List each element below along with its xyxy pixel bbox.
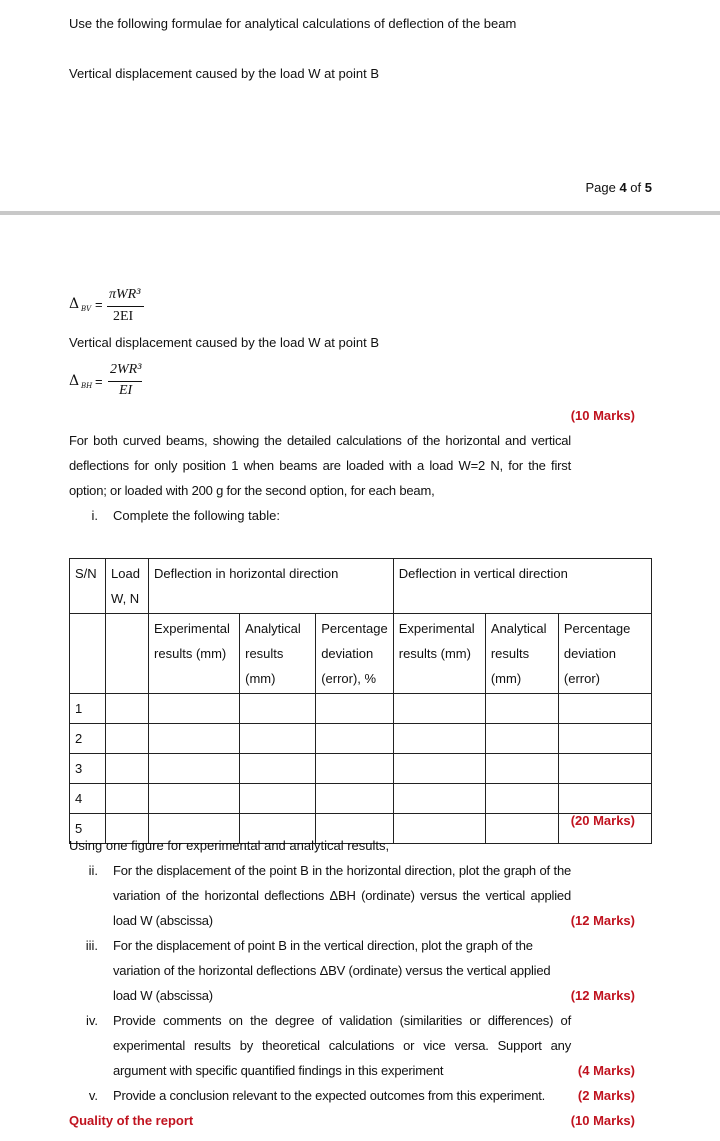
formula-2-numerator: 2WR³ [110, 362, 142, 377]
deflection-table [69, 558, 652, 844]
page-current: 4 [619, 180, 627, 195]
item-i-text: Complete the following table: [113, 508, 280, 523]
table-cell[interactable] [558, 694, 651, 724]
table-cell[interactable] [485, 694, 558, 724]
page-number [585, 180, 652, 195]
item-v-marks: (2 Marks) [577, 1088, 635, 1103]
vertical-caption-2: Vertical displacement caused by the load W at point B [69, 335, 380, 350]
row-sn: 3 [70, 754, 106, 784]
item-i-numeral: i. [91, 508, 98, 523]
table-cell[interactable] [393, 754, 485, 784]
formula-1-delta: Δ [69, 296, 80, 312]
table-cell[interactable] [240, 784, 316, 814]
table-cell[interactable] [106, 754, 149, 784]
row-sn: 5 [70, 814, 106, 844]
table-cell[interactable] [316, 754, 394, 784]
table-row [70, 754, 652, 784]
table-cell[interactable] [393, 814, 485, 844]
table-cell[interactable] [316, 784, 394, 814]
item-ii-marks: (12 Marks) [570, 913, 635, 928]
subheader-v-percentage: Percentage deviation (error) [558, 614, 651, 694]
table-cell[interactable] [149, 724, 240, 754]
item-ii-text: For the displacement of the point B in the horizontal direction, plot the graph of the variation of the horizontal deflections ΔBH (ordinate) versus the vertical applied load W (abscissa) [113, 863, 571, 928]
marks-10: (10 Marks) [570, 408, 635, 423]
subheader-h-percentage: Percentage deviation (error), % [316, 614, 394, 694]
item-iii-text: For the displacement of point B in the vertical direction, plot the graph of the variation of the horizontal deflections ΔBV (ordinate) versus the vertical applied load W (abscissa) [113, 938, 551, 1003]
table-cell[interactable] [149, 694, 240, 724]
row-sn: 1 [70, 694, 106, 724]
table-cell[interactable] [240, 724, 316, 754]
header-sn: S/N [70, 559, 106, 614]
table-cell[interactable] [485, 784, 558, 814]
formula-1-subscript: BV [81, 305, 92, 313]
page-divider [0, 211, 720, 215]
empty-cell [106, 614, 149, 694]
intro-text: Use the following formulae for analytical calculations of deflection of the beam [69, 16, 517, 31]
table-cell[interactable] [106, 784, 149, 814]
formula-2-fraction-bar [108, 381, 142, 382]
header-vertical: Deflection in vertical direction [393, 559, 651, 614]
item-iv-marks: (4 Marks) [577, 1063, 635, 1078]
quality-marks: (10 Marks) [570, 1113, 635, 1128]
table-cell[interactable] [240, 694, 316, 724]
item-v-numeral: v. [88, 1088, 98, 1103]
table-cell[interactable] [485, 724, 558, 754]
header-horizontal: Deflection in horizontal direction [149, 559, 394, 614]
item-iii-marks: (12 Marks) [570, 988, 635, 1003]
table-cell[interactable] [393, 784, 485, 814]
subheader-v-experimental: Experimental results (mm) [393, 614, 485, 694]
formula-1-denominator: 2EI [113, 309, 134, 324]
table-row [70, 694, 652, 724]
table-cell[interactable] [393, 694, 485, 724]
vertical-caption-1: Vertical displacement caused by the load W at point B [69, 66, 380, 81]
item-iv-numeral: iv. [85, 1013, 98, 1028]
table-cell[interactable] [316, 694, 394, 724]
formula-2-delta: Δ [69, 373, 80, 389]
page-of: of [630, 180, 642, 195]
page-total: 5 [644, 180, 652, 195]
formula-1-equals: = [95, 297, 103, 312]
task-paragraph: For both curved beams, showing the detailed calculations of the horizontal and vertical deflections for only position 1 when beams are loaded with a load W=2 N, for the first option; or loaded with 200 g for the second option, for each beam, [69, 433, 571, 498]
marks-20: (20 Marks) [570, 813, 635, 828]
table-cell[interactable] [316, 724, 394, 754]
subheader-h-analytical: Analytical results (mm) [240, 614, 316, 694]
page-label: Page [585, 180, 616, 195]
table-cell[interactable] [485, 814, 558, 844]
table-cell[interactable] [485, 754, 558, 784]
table-cell[interactable] [393, 724, 485, 754]
subheader-h-experimental: Experimental results (mm) [149, 614, 240, 694]
quality-label: Quality of the report [69, 1113, 194, 1128]
table-cell[interactable] [558, 784, 651, 814]
formula-2-equals: = [95, 374, 103, 389]
table-cell[interactable] [558, 754, 651, 784]
figure-intro: Using one figure for experimental and analytical results, [69, 838, 390, 853]
row-sn: 4 [70, 784, 106, 814]
formula-1-fraction-bar [107, 306, 144, 307]
table-cell[interactable] [240, 754, 316, 784]
formula-1-numerator: πWR³ [109, 287, 141, 302]
item-ii-numeral: ii. [88, 863, 98, 878]
header-load: Load W, N [106, 559, 149, 614]
table-row [70, 724, 652, 754]
table-cell[interactable] [106, 694, 149, 724]
formula-2-subscript: BH [81, 382, 93, 390]
table-cell[interactable] [149, 754, 240, 784]
table-cell[interactable] [149, 784, 240, 814]
item-iii-numeral: iii. [85, 938, 98, 953]
row-sn: 2 [70, 724, 106, 754]
item-v-text: Provide a conclusion relevant to the expected outcomes from this experiment. [113, 1088, 546, 1103]
formula-2-denominator: EI [119, 383, 133, 398]
empty-cell [70, 614, 106, 694]
table-cell[interactable] [106, 724, 149, 754]
item-iv-text: Provide comments on the degree of validation (similarities or differences) of experimental results by theoretical calculations or vice versa. Support any argument with specific quantified findings in this experiment [113, 1013, 571, 1078]
subheader-v-analytical: Analytical results (mm) [485, 614, 558, 694]
table-row [70, 784, 652, 814]
table-cell[interactable] [558, 724, 651, 754]
